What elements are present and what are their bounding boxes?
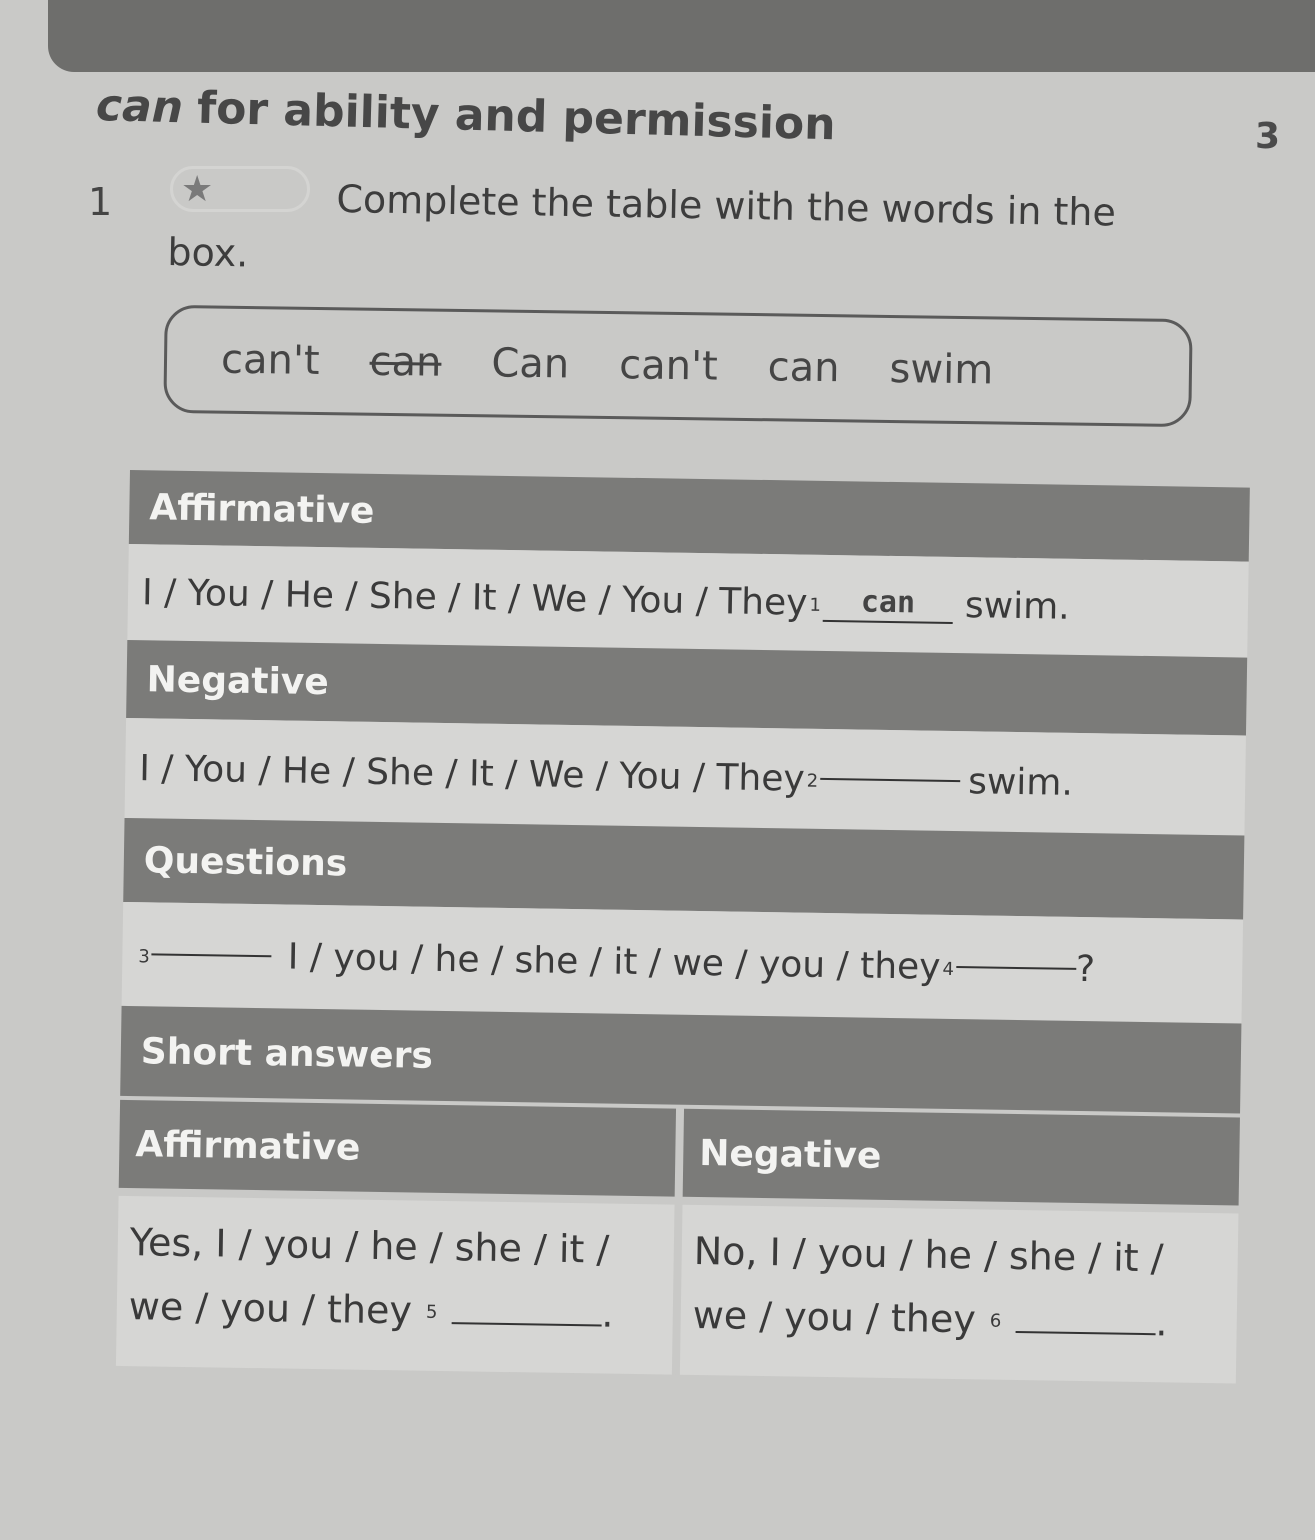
gap-number-5: 5 <box>425 1301 438 1323</box>
answer-blank-1[interactable]: can <box>823 584 954 624</box>
page-title <box>95 80 836 150</box>
negative-verb: swim. <box>967 760 1074 804</box>
sa-negative-cell <box>680 1205 1239 1384</box>
short-answers-subheadings <box>119 1100 1240 1206</box>
sa-affirmative-line2-wrap <box>128 1274 661 1346</box>
title-rest: for ability and permission <box>196 82 837 151</box>
sa-affirmative-line2: we / you / they <box>128 1284 413 1333</box>
short-answers-heading-label: Short answers <box>140 1030 434 1077</box>
sa-negative-end: . <box>1155 1300 1168 1345</box>
questions-heading-label: Questions <box>143 839 348 884</box>
gap-number-3: 3 <box>138 945 150 967</box>
answer-blank-5[interactable] <box>451 1322 601 1326</box>
word-box-item: swim <box>889 345 994 394</box>
gap-number-1: 1 <box>809 594 822 616</box>
gap-number-2: 2 <box>806 770 819 792</box>
word-box-item: can <box>767 344 840 392</box>
question-mark: ? <box>1075 948 1096 990</box>
word-box-item: Can <box>491 340 570 388</box>
sa-negative-line1: No, I / you / he / she / it / <box>693 1228 1164 1281</box>
top-banner <box>48 0 1315 72</box>
negative-heading-label: Negative <box>146 658 330 703</box>
negative-row <box>125 718 1246 836</box>
sa-affirmative-end: . <box>601 1291 614 1336</box>
questions-subjects: I / you / he / she / it / we / you / they <box>287 936 941 988</box>
answer-blank-3[interactable] <box>152 953 272 957</box>
sa-negative-line2-wrap <box>692 1283 1225 1355</box>
sa-negative-line2: we / you / they <box>692 1292 977 1342</box>
sa-negative-heading: Negative <box>683 1109 1240 1206</box>
affirmative-heading-label: Affirmative <box>149 486 375 532</box>
affirmative-subjects: I / You / He / She / It / We / You / They <box>141 571 808 624</box>
short-answers-heading <box>120 1006 1241 1114</box>
gap-number-6: 6 <box>989 1310 1002 1332</box>
word-box-item: can't <box>220 336 320 384</box>
sa-affirmative-line1: Yes, I / you / he / she / it / <box>129 1220 610 1272</box>
short-answers-row <box>116 1196 1239 1384</box>
sa-affirmative-cell <box>116 1196 675 1375</box>
answer-blank-4[interactable] <box>956 966 1076 970</box>
word-box-item: can't <box>618 342 719 390</box>
grammar-table <box>116 470 1250 1383</box>
title-italic: can <box>95 80 184 134</box>
exercise-instruction: Complete the table with the words in the box. <box>167 176 1117 276</box>
gap-number-4: 4 <box>942 958 955 980</box>
star-icon: ★ <box>181 169 214 210</box>
sa-affirmative-heading: Affirmative <box>119 1100 676 1197</box>
affirmative-row <box>127 544 1248 658</box>
word-box <box>163 305 1192 427</box>
affirmative-verb: swim. <box>964 584 1070 628</box>
exercise-number: 1 <box>88 180 113 224</box>
word-box-item-crossed: can <box>369 338 442 386</box>
answer-blank-6[interactable] <box>1015 1331 1155 1335</box>
negative-subjects: I / You / He / She / It / We / You / They <box>138 747 806 800</box>
questions-row <box>122 902 1243 1024</box>
answer-blank-2[interactable] <box>820 778 960 782</box>
page-number: 3 <box>1255 116 1281 157</box>
